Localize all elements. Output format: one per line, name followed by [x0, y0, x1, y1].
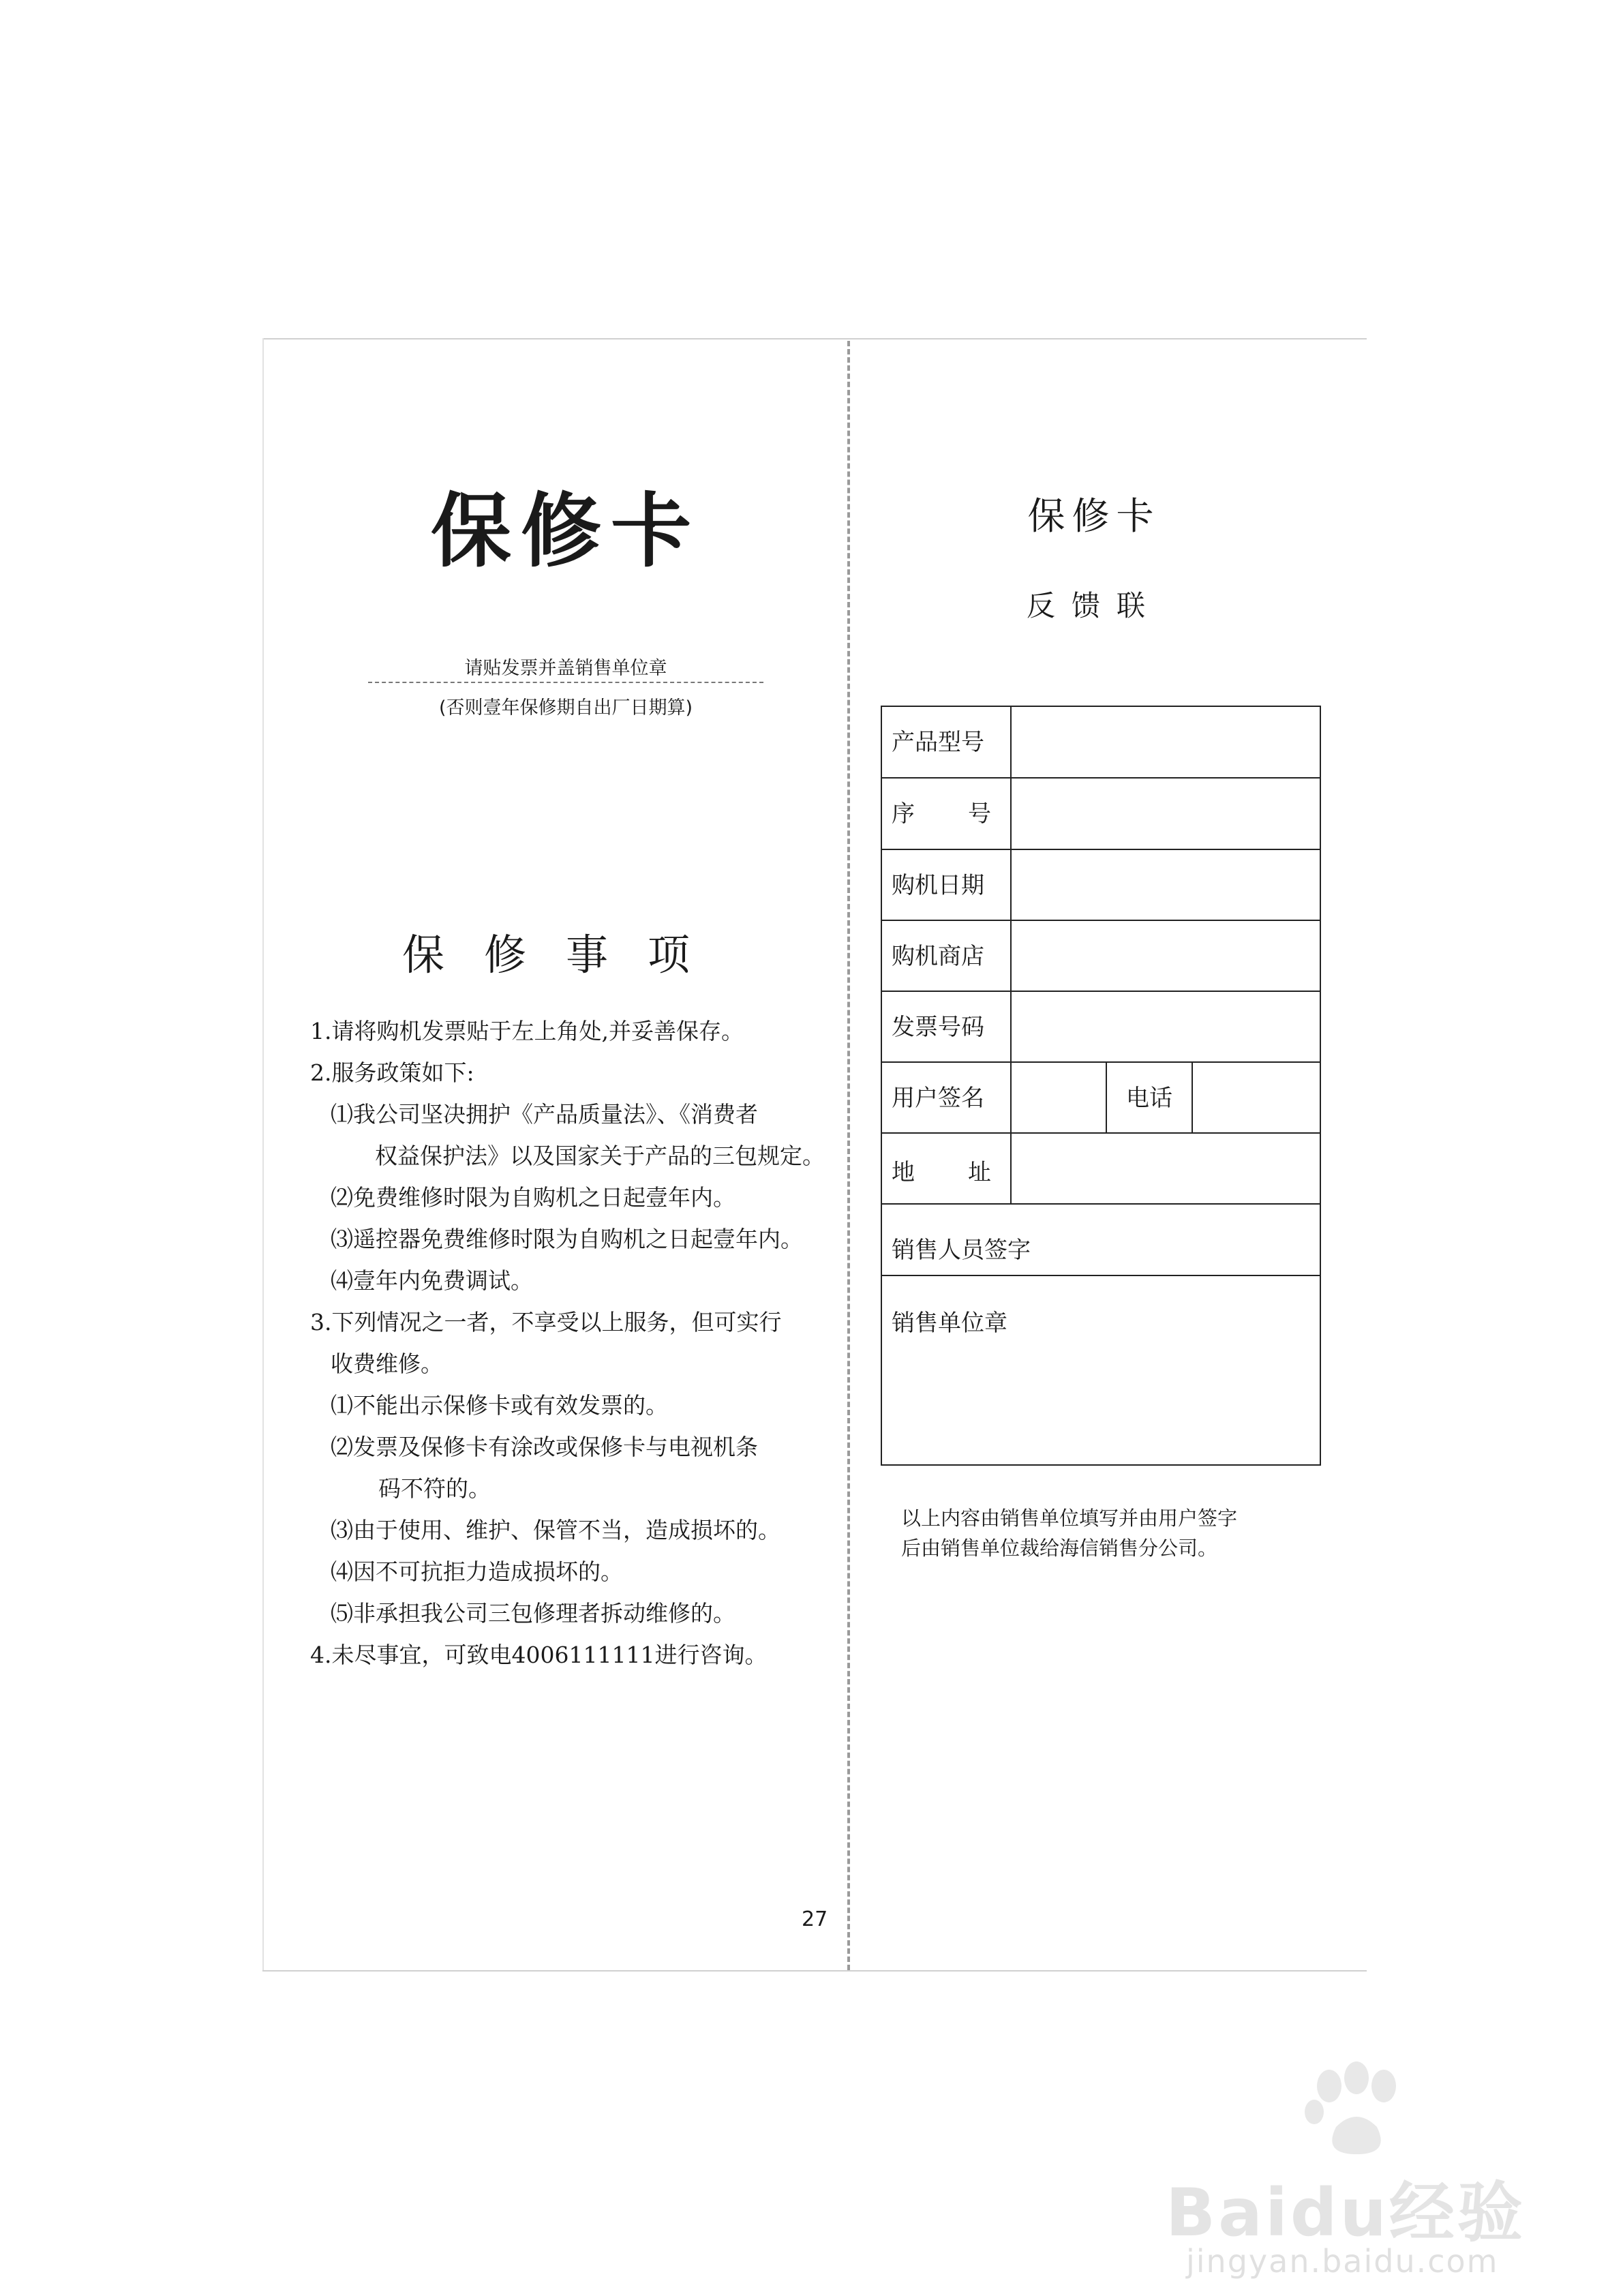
left-edge-line	[262, 338, 264, 1970]
note-line: 3.下列情况之一者，不享受以上服务，但可实行	[310, 1309, 782, 1335]
salesperson-label: 销售人员签字	[892, 1237, 1031, 1264]
note-line: ⑴不能出示保修卡或有效发票的。	[331, 1392, 668, 1419]
form-footnote-line2: 后由销售单位裁给海信销售分公司。	[901, 1537, 1218, 1560]
address-label: 地 址	[892, 1159, 1006, 1186]
stamp-instruction: 请贴发票并盖销售单位章	[464, 658, 667, 679]
form-row-user-signature	[882, 1063, 1320, 1134]
top-border-line	[262, 338, 1367, 339]
serial-number-label: 序 号	[892, 800, 1006, 828]
note-line: ⑶由于使用、维护、保管不当，造成损坏的。	[331, 1517, 780, 1543]
form-row-invoice-number	[882, 992, 1320, 1063]
form-row-serial-number	[882, 779, 1320, 850]
bottom-border-line	[262, 1970, 1367, 1972]
note-line: 4.未尽事宜，可致电4006111111进行咨询。	[310, 1642, 768, 1668]
feedback-card-subtitle: 反馈联	[1026, 589, 1162, 622]
perforation-line	[847, 341, 850, 1970]
watermark-url: jingyan.baidu.com	[1186, 2243, 1499, 2280]
phone-label: 电话	[1126, 1085, 1172, 1112]
form-row-store	[882, 921, 1320, 992]
note-line: ⑴我公司坚决拥护《产品质量法》、《消费者	[331, 1101, 758, 1128]
note-line: 码不符的。	[378, 1475, 491, 1502]
invoice-number-label: 发票号码	[892, 1014, 984, 1041]
note-line: ⑷因不可抗拒力造成损坏的。	[331, 1558, 623, 1585]
note-line: ⑵发票及保修卡有涂改或保修卡与电视机条	[331, 1434, 758, 1460]
note-line: ⑸非承担我公司三包修理者拆动维修的。	[331, 1600, 735, 1627]
form-row-product-model	[882, 707, 1320, 779]
note-line: ⑶遥控器免费维修时限为自购机之日起壹年内。	[331, 1226, 803, 1252]
form-row-seller-stamp	[882, 1276, 1320, 1464]
form-row-salesperson	[882, 1205, 1320, 1276]
store-label: 购机商店	[892, 943, 984, 970]
form-row-address	[882, 1134, 1320, 1205]
form-row-purchase-date	[882, 850, 1320, 921]
form-footnote	[901, 1503, 1337, 1563]
purchase-date-label: 购机日期	[892, 872, 984, 899]
warranty-notes-title: 保修事项	[401, 930, 729, 980]
page-number: 27	[802, 1907, 828, 1931]
form-footnote-line1: 以上内容由销售单位填写并由用户签字	[901, 1507, 1238, 1530]
note-line: 1.请将购机发票贴于左上角处,并妥善保存。	[310, 1018, 744, 1044]
note-line: ⑷壹年内免费调试。	[331, 1267, 533, 1294]
baidu-watermark	[1159, 2059, 1581, 2280]
note-line: 权益保护法》以及国家关于产品的三包规定。	[375, 1143, 825, 1169]
watermark-brand: Baidu经验	[1166, 2175, 1526, 2251]
note-line: 2.服务政策如下:	[310, 1059, 474, 1086]
warranty-card-title: 保修卡	[430, 484, 701, 578]
note-line: 收费维修。	[331, 1350, 443, 1377]
seller-stamp-label: 销售单位章	[892, 1310, 1007, 1337]
stamp-instruction-note: (否则壹年保修期自出厂日期算)	[438, 697, 693, 719]
note-line: ⑵免费维修时限为自购机之日起壹年内。	[331, 1184, 735, 1211]
user-signature-label: 用户签名	[892, 1085, 984, 1112]
stamp-divider	[368, 682, 763, 683]
feedback-card-title: 保修卡	[1027, 494, 1161, 538]
product-model-label: 产品型号	[892, 729, 984, 756]
feedback-form	[881, 706, 1321, 1466]
